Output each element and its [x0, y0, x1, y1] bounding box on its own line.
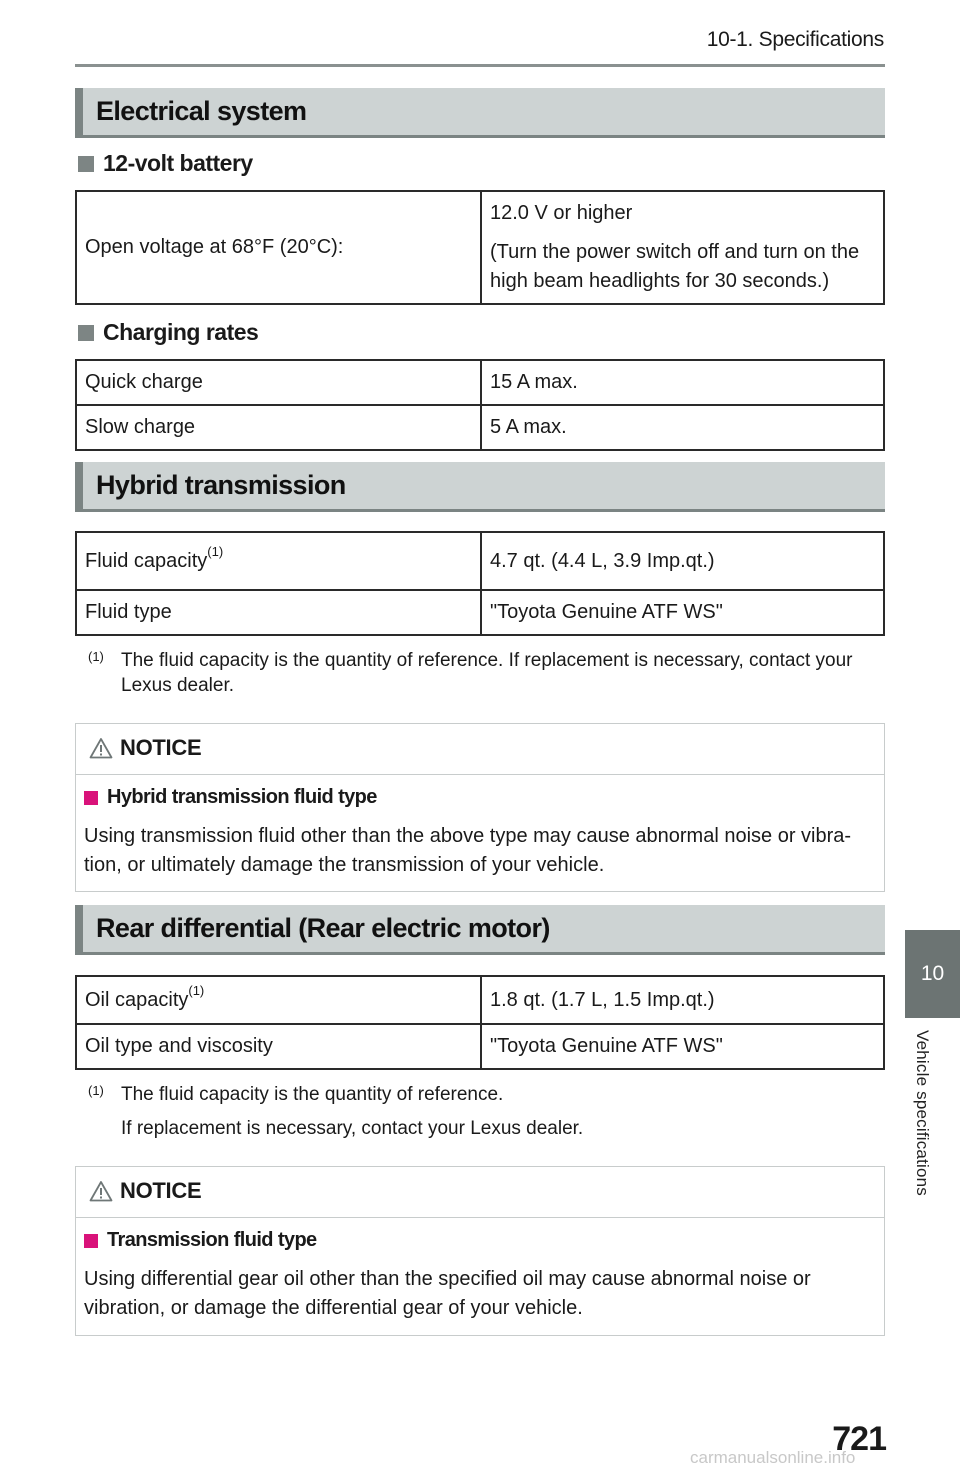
footnote-hybrid — [88, 648, 868, 698]
notice-body: Using transmission fluid other than the above type may cause abnormal noise or vibra-tion, or ultimately damage the transmission of your vehicle. — [84, 825, 852, 876]
subheading-12-volt-battery — [78, 150, 253, 177]
notice-label: NOTICE — [120, 735, 202, 760]
table-row — [76, 976, 884, 1024]
spec-value: 4.7 qt. (4.4 L, 3.9 Imp.qt.) — [481, 532, 884, 590]
footnote-mark: (1) — [88, 649, 104, 664]
rear-table — [75, 975, 885, 1070]
table-row — [76, 1024, 884, 1069]
spec-key-label: Oil capacity — [85, 988, 189, 1011]
spec-value-note: (Turn the power switch off and turn on the high beam headlights for 30 seconds.) — [490, 241, 860, 292]
running-header: 10-1. Specifications — [706, 28, 884, 51]
notice-subheading — [84, 1229, 317, 1252]
square-bullet-icon — [84, 1234, 98, 1248]
spec-key: Slow charge — [76, 405, 481, 450]
battery-table — [75, 190, 885, 305]
table-row — [76, 191, 884, 304]
footnote-ref: (1) — [207, 543, 224, 559]
charging-table — [75, 359, 885, 451]
chapter-label: Vehicle specifications — [913, 1030, 932, 1196]
notice-header — [76, 724, 884, 775]
notice-box-rear — [75, 1166, 885, 1336]
footnote-rear — [88, 1082, 868, 1141]
subheading-label: Charging rates — [103, 319, 259, 345]
spec-key: Quick charge — [76, 360, 481, 405]
footnote-text: The fluid capacity is the quantity of reference. If replacement is necessary, contact your Lexus dealer. — [121, 650, 853, 696]
spec-key-label: Fluid capacity — [85, 549, 208, 572]
spec-key: Fluid type — [76, 590, 481, 635]
section-title: Electrical system — [96, 96, 307, 126]
notice-subheading — [84, 786, 377, 809]
spec-key: Oil type and viscosity — [76, 1024, 481, 1069]
section-rear-differential — [75, 905, 885, 955]
section-electrical-system — [75, 88, 885, 138]
table-row — [76, 532, 884, 590]
footnote-ref: (1) — [188, 982, 205, 998]
square-bullet-icon — [78, 156, 94, 172]
notice-body: Using differential gear oil other than the specified oil may cause abnormal noise or vibration, or damage the differential gear of your vehicle. — [84, 1268, 811, 1319]
header-rule — [75, 64, 885, 67]
chapter-tab: 10 — [905, 930, 960, 1018]
section-hybrid-transmission — [75, 462, 885, 512]
warning-triangle-icon — [89, 737, 113, 759]
square-bullet-icon — [84, 791, 98, 805]
spec-value-line: 12.0 V or higher — [490, 202, 633, 224]
subheading-label: 12-volt battery — [103, 150, 253, 176]
notice-box-hybrid — [75, 723, 885, 892]
footnote-mark: (1) — [88, 1083, 104, 1098]
spec-value: 5 A max. — [481, 405, 884, 450]
table-row — [76, 590, 884, 635]
section-title: Rear differential (Rear electric motor) — [96, 913, 550, 943]
watermark: carmanualsonline.info — [690, 1448, 856, 1467]
footnote-line: The fluid capacity is the quantity of reference. — [121, 1084, 504, 1105]
notice-label: NOTICE — [120, 1178, 202, 1203]
hybrid-table — [75, 531, 885, 636]
footnote-line: If replacement is necessary, contact your Lexus dealer. — [121, 1118, 584, 1139]
spec-value: "Toyota Genuine ATF WS" — [481, 590, 884, 635]
spec-value: "Toyota Genuine ATF WS" — [481, 1024, 884, 1069]
spec-value: 15 A max. — [481, 360, 884, 405]
subheading-charging-rates — [78, 319, 258, 346]
square-bullet-icon — [78, 325, 94, 341]
warning-triangle-icon — [89, 1180, 113, 1202]
spec-key — [76, 976, 481, 1024]
spec-key — [76, 532, 481, 590]
notice-subheading-label: Transmission fluid type — [107, 1229, 317, 1251]
spec-value: 1.8 qt. (1.7 L, 1.5 Imp.qt.) — [481, 976, 884, 1024]
notice-subheading-label: Hybrid transmission fluid type — [107, 786, 377, 808]
notice-header — [76, 1167, 884, 1218]
section-title: Hybrid transmission — [96, 470, 346, 500]
table-row — [76, 405, 884, 450]
table-row — [76, 360, 884, 405]
spec-key: Open voltage at 68°F (20°C): — [76, 191, 481, 304]
spec-value — [481, 191, 884, 304]
page-number: 721 — [832, 1420, 886, 1458]
